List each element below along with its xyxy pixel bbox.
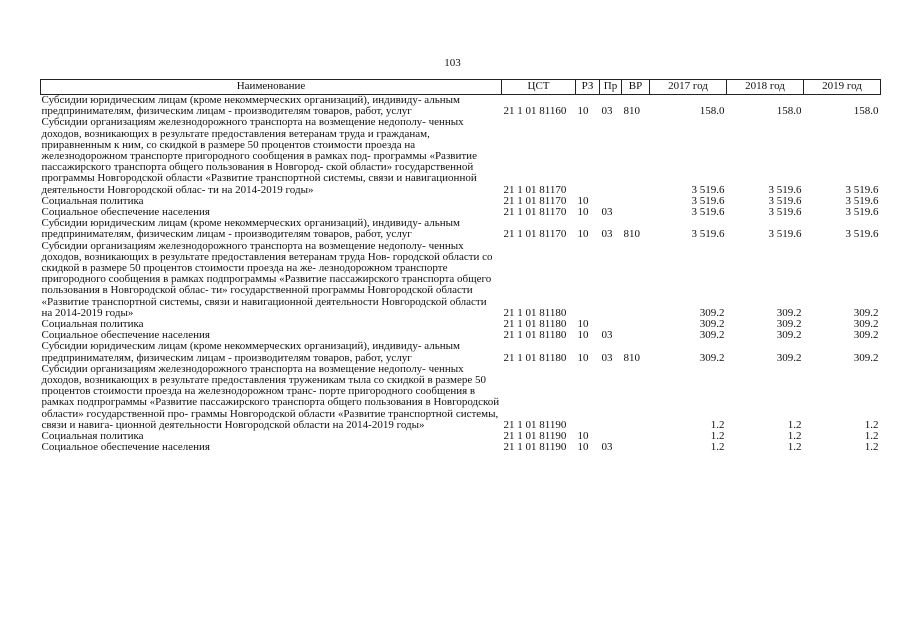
- row-name: Социальная политика: [41, 194, 144, 207]
- table-row: [41, 218, 881, 240]
- row-name: Социальная политика: [41, 318, 144, 331]
- row-vr: [622, 431, 650, 442]
- row-cst: 21 1 01 81180: [503, 318, 567, 331]
- row-value-2018: 1.2: [787, 418, 802, 431]
- row-value-2019: 1.2: [864, 430, 879, 443]
- row-name: Субсидии юридическим лицам (кроме некоммерческих организаций), индивиду- альным предпринимателям, физическим лицам - производителям товаров, работ, услуг: [41, 340, 460, 364]
- row-pr: [600, 117, 622, 195]
- table-row: [41, 442, 881, 453]
- row-cst: 21 1 01 81170: [503, 206, 567, 219]
- row-value-2018: 309.2: [776, 318, 802, 331]
- row-value-2019: 309.2: [853, 351, 879, 364]
- row-name: Социальное обеспечение населения: [41, 206, 210, 219]
- row-value-2017: 3 519.6: [691, 194, 725, 207]
- header-vr: ВР: [622, 80, 650, 95]
- row-name: Субсидии юридическим лицам (кроме некоммерческих организаций), индивиду- альным предпринимателям, физическим лицам - производителям товаров, работ, услуг: [41, 217, 460, 241]
- row-vr: 810: [623, 228, 640, 241]
- row-value-2019: 3 519.6: [845, 194, 879, 207]
- row-value-2019: 3 519.6: [845, 206, 879, 219]
- row-pr: [600, 364, 622, 431]
- header-2018: 2018 год: [727, 80, 804, 95]
- row-cst: 21 1 01 81180: [503, 329, 567, 342]
- row-value-2018: 1.2: [787, 430, 802, 443]
- row-rz: 10: [577, 430, 589, 443]
- row-value-2019: 309.2: [853, 318, 879, 331]
- row-name: Субсидии юридическим лицам (кроме некоммерческих организаций), индивиду- альным предпринимателям, физическим лицам - производителям товаров, работ, услуг: [41, 94, 460, 118]
- row-cst: 21 1 01 81170: [503, 228, 567, 241]
- row-value-2019: 3 519.6: [845, 183, 879, 196]
- row-vr: [622, 319, 650, 330]
- row-value-2019: 1.2: [864, 418, 879, 431]
- row-vr: [622, 442, 650, 453]
- row-pr: 03: [601, 441, 613, 454]
- row-rz: 10: [577, 194, 589, 207]
- row-pr: 03: [601, 206, 613, 219]
- row-value-2017: 309.2: [699, 329, 725, 342]
- row-vr: [622, 241, 650, 319]
- row-value-2019: 309.2: [853, 306, 879, 319]
- row-value-2017: 1.2: [710, 418, 725, 431]
- row-cst: 21 1 01 81190: [503, 430, 567, 443]
- header-2019: 2019 год: [804, 80, 881, 95]
- row-name: Субсидии организациям железнодорожного транспорта на возмещение недополу- ченных доходов, возникающих в результате предоставления труженикам тыла со скидкой в размере 50 процентов стоимости проезда на железнодорожном транс- порте пригородного сообщения в рамках подпрограммы «Развитие пассажирского транспорта общего пользования в Новгородской области» государственной про- граммы Новгородской области «Развитие транспортной системы, связи и навига- ционной деятельности Новгородской области на 2014-2019 годы»: [41, 362, 500, 431]
- table-row: [41, 95, 881, 118]
- row-value-2017: 3 519.6: [691, 183, 725, 196]
- row-vr: [622, 117, 650, 195]
- row-value-2017: 3 519.6: [691, 228, 725, 241]
- page-number: 103: [444, 57, 461, 69]
- row-value-2019: 1.2: [864, 441, 879, 454]
- row-rz: 10: [577, 206, 589, 219]
- row-vr: [622, 207, 650, 218]
- table-header-row: [41, 80, 881, 95]
- row-pr: 03: [601, 329, 613, 342]
- row-value-2019: 3 519.6: [845, 228, 879, 241]
- row-rz: 10: [577, 228, 589, 241]
- header-pr: Пр: [600, 80, 622, 95]
- row-value-2018: 1.2: [787, 441, 802, 454]
- row-value-2018: 309.2: [776, 351, 802, 364]
- row-value-2018: 3 519.6: [768, 228, 802, 241]
- row-rz: [576, 364, 600, 431]
- row-value-2017: 309.2: [699, 306, 725, 319]
- row-value-2017: 3 519.6: [691, 206, 725, 219]
- row-rz: 10: [577, 105, 589, 118]
- row-rz: [576, 117, 600, 195]
- header-cst: ЦСТ: [502, 80, 576, 95]
- row-value-2017: 1.2: [710, 441, 725, 454]
- row-rz: [576, 241, 600, 319]
- table-row: [41, 241, 881, 319]
- row-value-2018: 3 519.6: [768, 183, 802, 196]
- row-value-2017: 1.2: [710, 430, 725, 443]
- row-pr: 03: [601, 351, 613, 364]
- row-value-2018: 158.0: [776, 105, 802, 118]
- row-cst: 21 1 01 81160: [503, 105, 567, 118]
- row-vr: [622, 330, 650, 341]
- row-vr: 810: [623, 351, 640, 364]
- row-value-2018: 3 519.6: [768, 194, 802, 207]
- row-name: Социальное обеспечение населения: [41, 441, 210, 454]
- row-value-2019: 309.2: [853, 329, 879, 342]
- row-cst: 21 1 01 81190: [503, 441, 567, 454]
- row-value-2018: 309.2: [776, 306, 802, 319]
- row-value-2018: 309.2: [776, 329, 802, 342]
- row-cst: 21 1 01 81190: [503, 418, 567, 431]
- header-rz: РЗ: [576, 80, 600, 95]
- row-value-2017: 309.2: [699, 318, 725, 331]
- table-row: [41, 364, 881, 431]
- row-cst: 21 1 01 81170: [503, 183, 567, 196]
- row-value-2017: 309.2: [699, 351, 725, 364]
- row-cst: 21 1 01 81170: [503, 194, 567, 207]
- table-row: [41, 117, 881, 195]
- row-rz: 10: [577, 441, 589, 454]
- row-name: Социальное обеспечение населения: [41, 329, 210, 342]
- table-row: [41, 341, 881, 363]
- row-name: Субсидии организациям железнодорожного транспорта на возмещение недополу- ченных доходов, возникающих в результате предоставления ветеранам труда Нов- городской области со скидкой в размере 50 процентов стоимости проезда на же- лезнодорожном транспорте пригородного сообщения в рамках подпрограммы «Развитие пассажирского транспорта общего пользования в Новгородской облас- ти» государственной программы Новгородской области «Развитие транспортной системы, связи и навигационной деятельности Новгородской области на 2014-2019 годы»: [41, 239, 493, 319]
- budget-table: [40, 79, 881, 454]
- row-name: Субсидии организациям железнодорожного транспорта на возмещение недополу- ченных доходов, возникающих в результате предоставления ветеранам труда и гражданам, приравненным к ним, со скидкой в размере 50 процентов стоимости проезда на железнодорожном транспорте пригородного сообщения в рамках под- программы «Развитие пассажирского транспорта общего пользования в Новгород- ской области» государственной программы Новгородской области «Развитие транспортной системы, связи и навигационной деятельности Новгородской облас- ти на 2014-2019 годы»: [41, 116, 477, 196]
- row-vr: 810: [623, 105, 640, 118]
- row-name: Социальная политика: [41, 430, 144, 443]
- header-name: Наименование: [41, 80, 502, 95]
- row-pr: 03: [601, 228, 613, 241]
- header-2017: 2017 год: [650, 80, 727, 95]
- row-value-2017: 158.0: [699, 105, 725, 118]
- row-value-2018: 3 519.6: [768, 206, 802, 219]
- row-rz: 10: [577, 351, 589, 364]
- row-vr: [622, 364, 650, 431]
- row-rz: 10: [577, 329, 589, 342]
- row-cst: 21 1 01 81180: [503, 351, 567, 364]
- row-pr: [600, 241, 622, 319]
- row-rz: 10: [577, 318, 589, 331]
- row-vr: [622, 196, 650, 207]
- row-pr: 03: [601, 105, 613, 118]
- row-value-2019: 158.0: [853, 105, 879, 118]
- row-cst: 21 1 01 81180: [503, 306, 567, 319]
